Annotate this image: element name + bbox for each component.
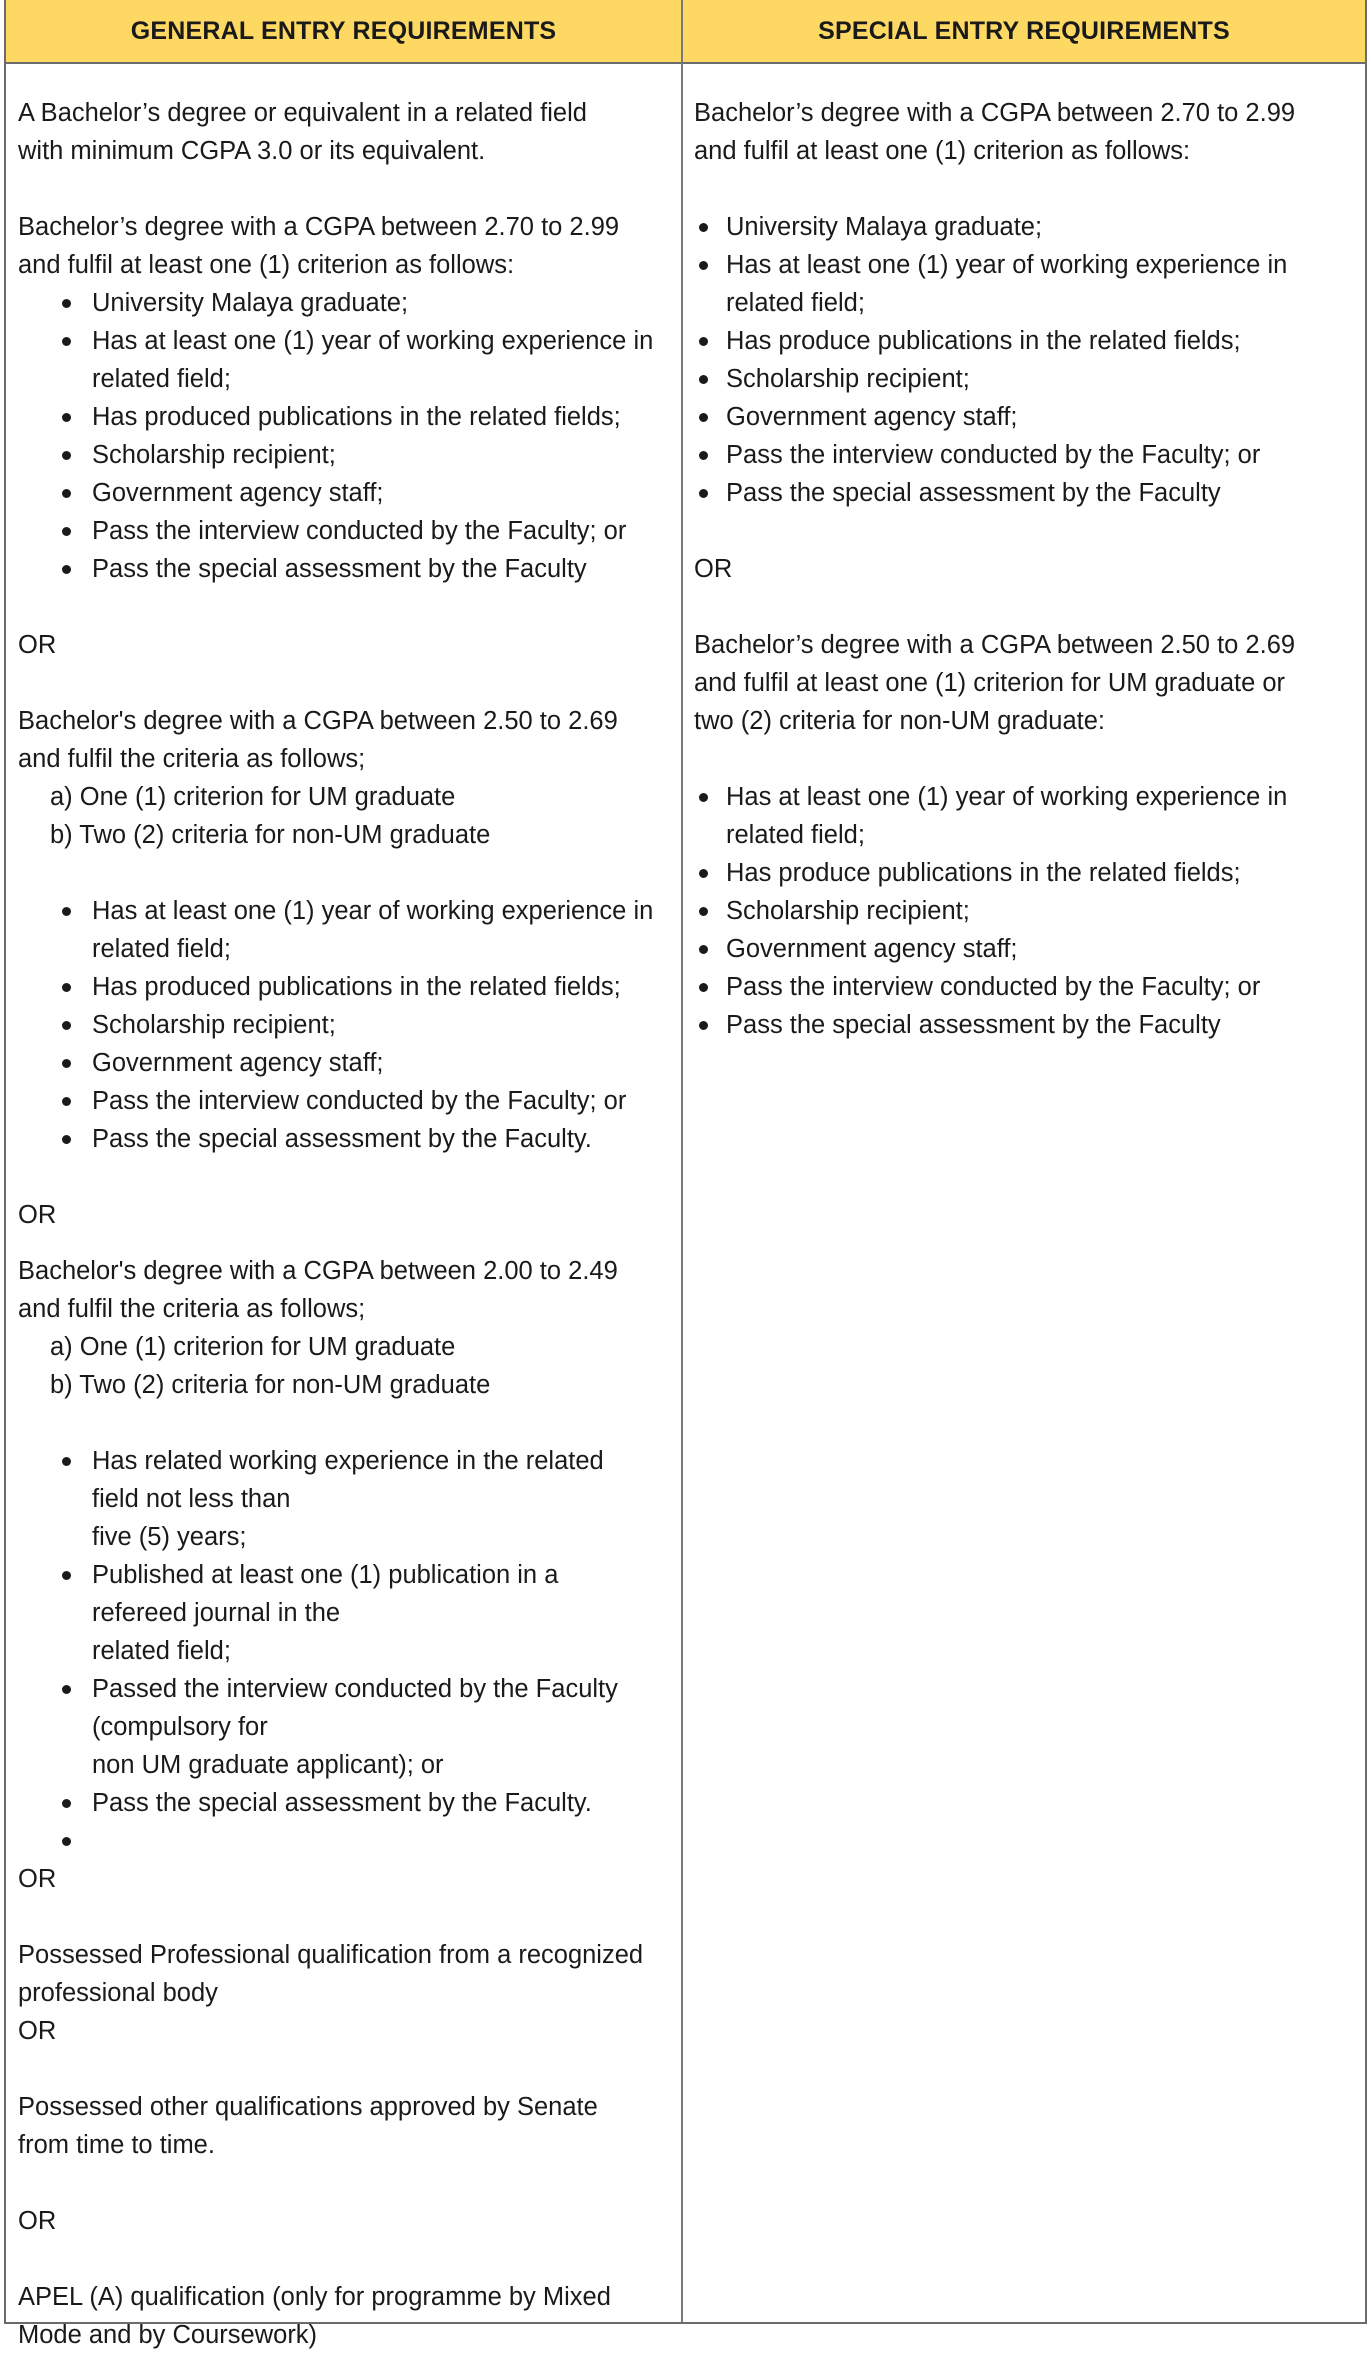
entry-requirements-table [4, 0, 1367, 2349]
list-item: Scholarship recipient; [694, 892, 1354, 930]
list-item [18, 1670, 672, 1784]
or-separator: OR [18, 631, 57, 659]
criteria-list [18, 892, 672, 1158]
or-separator: OR [694, 555, 733, 583]
paragraph: APEL (A) qualification (only for programme by Mixed [18, 2283, 611, 2311]
paragraph: and fulfil the criteria as follows; [18, 745, 366, 773]
header-general: GENERAL ENTRY REQUIREMENTS [130, 16, 557, 45]
list-item: Government agency staff; [694, 930, 1354, 968]
or-separator: OR [18, 1865, 57, 1893]
list-line: non UM graduate applicant); or [92, 1751, 444, 1779]
list-line: refereed journal in the [92, 1599, 341, 1627]
sub-item: b) Two (2) criteria for non-UM graduate [50, 1371, 491, 1399]
list-item: Has at least one (1) year of working experience in related field; [694, 246, 1354, 322]
or-separator: OR [18, 1201, 57, 1229]
column-divider [681, 0, 683, 2322]
list-item: Government agency staff; [694, 398, 1354, 436]
list-item: Pass the special assessment by the Faculty. [18, 1120, 672, 1158]
paragraph: Bachelor’s degree with a CGPA between 2.70 to 2.99 [18, 213, 620, 241]
paragraph: Mode and by Coursework) [18, 2321, 318, 2349]
paragraph: and fulfil at least one (1) criterion as follows: [18, 251, 515, 279]
list-line: (compulsory for [92, 1713, 268, 1741]
list-item: Pass the special assessment by the Faculty. [18, 1784, 672, 1822]
list-item: Has at least one (1) year of working experience in related field; [18, 892, 672, 968]
paragraph: Bachelor’s degree with a CGPA between 2.50 to 2.69 [694, 631, 1296, 659]
list-item: Has produced publications in the related fields; [18, 398, 672, 436]
list-item: Has at least one (1) year of working experience in related field; [18, 322, 672, 398]
paragraph: Possessed other qualifications approved by Senate [18, 2093, 598, 2121]
header-special: SPECIAL ENTRY REQUIREMENTS [818, 16, 1230, 45]
criteria-list [18, 284, 672, 588]
list-item: University Malaya graduate; [18, 284, 672, 322]
list-item: Scholarship recipient; [18, 436, 672, 474]
list-item: Has at least one (1) year of working experience in related field; [694, 778, 1354, 854]
paragraph: and fulfil the criteria as follows; [18, 1295, 366, 1323]
list-line: Has related working experience in the related [92, 1447, 604, 1475]
criteria-list [18, 1442, 672, 1860]
sub-item: a) One (1) criterion for UM graduate [50, 1333, 456, 1361]
list-item: Pass the special assessment by the Faculty [694, 1006, 1354, 1044]
list-item: Pass the interview conducted by the Faculty; or [694, 436, 1354, 474]
paragraph: professional body [18, 1979, 218, 2007]
list-item: Government agency staff; [18, 1044, 672, 1082]
list-line: Published at least one (1) publication in a [92, 1561, 559, 1589]
list-item: Scholarship recipient; [18, 1006, 672, 1044]
list-item-empty [18, 1822, 672, 1860]
criteria-list [694, 778, 1354, 1044]
list-item: Has produce publications in the related fields; [694, 322, 1354, 360]
paragraph: Possessed Professional qualification from a recognized [18, 1941, 644, 1969]
or-separator: OR [18, 2207, 57, 2235]
criteria-list [694, 208, 1354, 512]
list-line: field not less than [92, 1485, 291, 1513]
paragraph: Bachelor’s degree with a CGPA between 2.70 to 2.99 [694, 99, 1296, 127]
paragraph: from time to time. [18, 2131, 215, 2159]
list-item: Has produced publications in the related fields; [18, 968, 672, 1006]
paragraph: A Bachelor’s degree or equivalent in a related field [18, 99, 587, 127]
list-item: Government agency staff; [18, 474, 672, 512]
list-item: Pass the special assessment by the Faculty [18, 550, 672, 588]
list-item [18, 1442, 672, 1556]
list-item: Scholarship recipient; [694, 360, 1354, 398]
list-item: Pass the interview conducted by the Faculty; or [18, 1082, 672, 1120]
list-item: Has produce publications in the related fields; [694, 854, 1354, 892]
paragraph: Bachelor's degree with a CGPA between 2.00 to 2.49 [18, 1257, 618, 1285]
list-line: related field; [92, 1637, 231, 1665]
or-separator: OR [18, 2017, 57, 2045]
list-line: Passed the interview conducted by the Faculty [92, 1675, 618, 1703]
list-item [18, 1556, 672, 1670]
list-item: University Malaya graduate; [694, 208, 1354, 246]
paragraph: Bachelor's degree with a CGPA between 2.50 to 2.69 [18, 707, 618, 735]
paragraph: two (2) criteria for non-UM graduate: [694, 707, 1105, 735]
sub-item: a) One (1) criterion for UM graduate [50, 783, 456, 811]
general-requirements-column [18, 62, 672, 2354]
list-item: Pass the interview conducted by the Faculty; or [694, 968, 1354, 1006]
list-item: Pass the interview conducted by the Faculty; or [18, 512, 672, 550]
paragraph: and fulfil at least one (1) criterion for UM graduate or [694, 669, 1286, 697]
special-requirements-column [694, 62, 1354, 1044]
sub-item: b) Two (2) criteria for non-UM graduate [50, 821, 491, 849]
list-line: five (5) years; [92, 1523, 247, 1551]
list-item: Pass the special assessment by the Faculty [694, 474, 1354, 512]
paragraph: with minimum CGPA 3.0 or its equivalent. [18, 137, 486, 165]
paragraph: and fulfil at least one (1) criterion as follows: [694, 137, 1191, 165]
